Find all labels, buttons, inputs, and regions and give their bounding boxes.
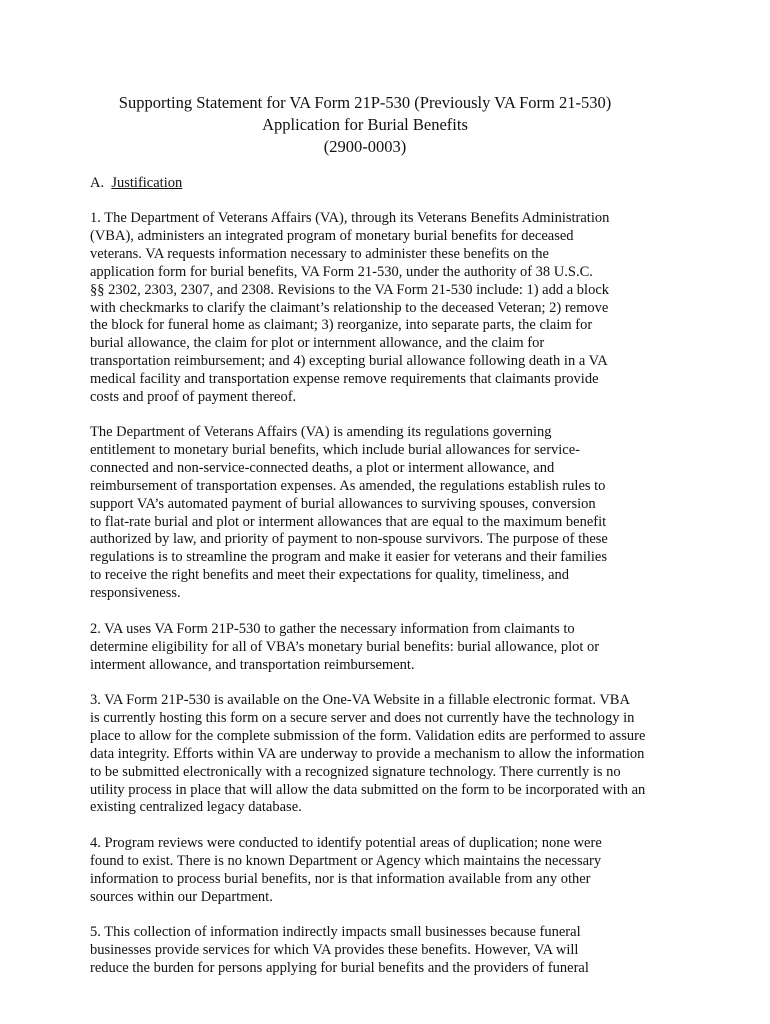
text-line: veterans. VA requests information necessary to administer these benefits on the xyxy=(90,245,549,262)
text-line: support VA’s automated payment of burial allowances to surviving spouses, conversion xyxy=(90,495,596,512)
title-line: Supporting Statement for VA Form 21P-530 (Previously VA Form 21-530) xyxy=(118,93,612,112)
text-line: 1. The Department of Veterans Affairs (VA), through its Veterans Benefits Administration xyxy=(90,210,610,226)
text-line: found to exist. There is no known Department or Agency which maintains the necessary xyxy=(90,852,602,869)
text-line: entitlement to monetary burial benefits, which include burial allowances for service- xyxy=(90,441,581,458)
text-line: The Department of Veterans Affairs (VA) is amending its regulations governing xyxy=(90,424,552,440)
text-line: sources within our Department. xyxy=(90,888,273,905)
title-line: Application for Burial Benefits xyxy=(262,115,468,134)
section-letter: A. xyxy=(90,175,105,191)
document-title xyxy=(0,92,730,158)
text-line: transportation reimbursement; and 4) excepting burial allowance following death in a VA xyxy=(90,353,608,370)
text-line: burial allowance, the claim for plot or internment allowance, and the claim for xyxy=(90,335,545,352)
paragraph-4 xyxy=(90,692,645,817)
text-line: regulations is to streamline the program and make it easier for veterans and their families xyxy=(90,549,607,566)
paragraph-6 xyxy=(90,924,589,978)
text-line: medical facility and transportation expense remove requirements that claimants provide xyxy=(90,371,599,388)
text-line: existing centralized legacy database. xyxy=(90,799,302,816)
text-line: (VBA), administers an integrated program of monetary burial benefits for deceased xyxy=(90,227,574,244)
paragraph-5 xyxy=(90,835,602,907)
text-line: costs and proof of payment thereof. xyxy=(90,389,297,406)
text-line: 3. VA Form 21P-530 is available on the One-VA Website in a fillable electronic format. VBA xyxy=(90,692,630,708)
text-line: businesses provide services for which VA provides these benefits. However, VA will xyxy=(90,941,579,958)
text-line: §§ 2302, 2303, 2307, and 2308. Revisions to the VA Form 21-530 include: 1) add a block xyxy=(90,281,610,298)
text-line: responsiveness. xyxy=(90,585,181,602)
paragraph-3 xyxy=(90,621,599,675)
text-line: authorized by law, and priority of payment to non-spouse survivors. The purpose of these xyxy=(90,531,608,548)
text-line: interment allowance, and transportation reimbursement. xyxy=(90,656,415,673)
text-line: the block for funeral home as claimant; 3) reorganize, into separate parts, the claim for xyxy=(90,317,593,334)
text-line: information to process burial benefits, nor is that information available from any other xyxy=(90,870,591,887)
text-line: 5. This collection of information indirectly impacts small businesses because funeral xyxy=(90,924,581,940)
text-line: determine eligibility for all of VBA’s monetary burial benefits: burial allowance, plot or xyxy=(90,638,600,655)
text-line: application form for burial benefits, VA Form 21-530, under the authority of 38 U.S.C. xyxy=(90,263,593,280)
section-heading xyxy=(90,174,182,192)
paragraph-2 xyxy=(90,424,608,603)
text-line: connected and non-service-connected deaths, a plot or interment allowance, and xyxy=(90,459,555,476)
text-line: 2. VA uses VA Form 21P-530 to gather the necessary information from claimants to xyxy=(90,621,575,637)
text-line: reimbursement of transportation expenses. As amended, the regulations establish rules to xyxy=(90,477,606,494)
text-line: to receive the right benefits and meet their expectations for quality, timeliness, and xyxy=(90,567,570,584)
text-line: 4. Program reviews were conducted to identify potential areas of duplication; none were xyxy=(90,835,602,851)
text-line: to be submitted electronically with a recognized signature technology. There currently is no xyxy=(90,763,621,780)
text-line: place to allow for the complete submission of the form. Validation edits are performed to assure xyxy=(90,727,646,744)
text-line: data integrity. Efforts within VA are underway to provide a mechanism to allow the information xyxy=(90,745,645,762)
section-heading-text: Justification xyxy=(111,175,183,191)
text-line: utility process in place that will allow the data submitted on the form to be incorporated with an xyxy=(90,781,646,798)
text-line: reduce the burden for persons applying for burial benefits and the providers of funeral xyxy=(90,959,589,976)
paragraph-1 xyxy=(90,210,609,407)
text-line: to flat-rate burial and plot or interment allowances that are equal to the maximum benefit xyxy=(90,513,607,530)
title-line: (2900-0003) xyxy=(323,137,407,156)
text-line: is currently hosting this form on a secure server and does not currently have the technology in xyxy=(90,709,635,726)
text-line: with checkmarks to clarify the claimant’s relationship to the deceased Veteran; 2) remove xyxy=(90,299,609,316)
